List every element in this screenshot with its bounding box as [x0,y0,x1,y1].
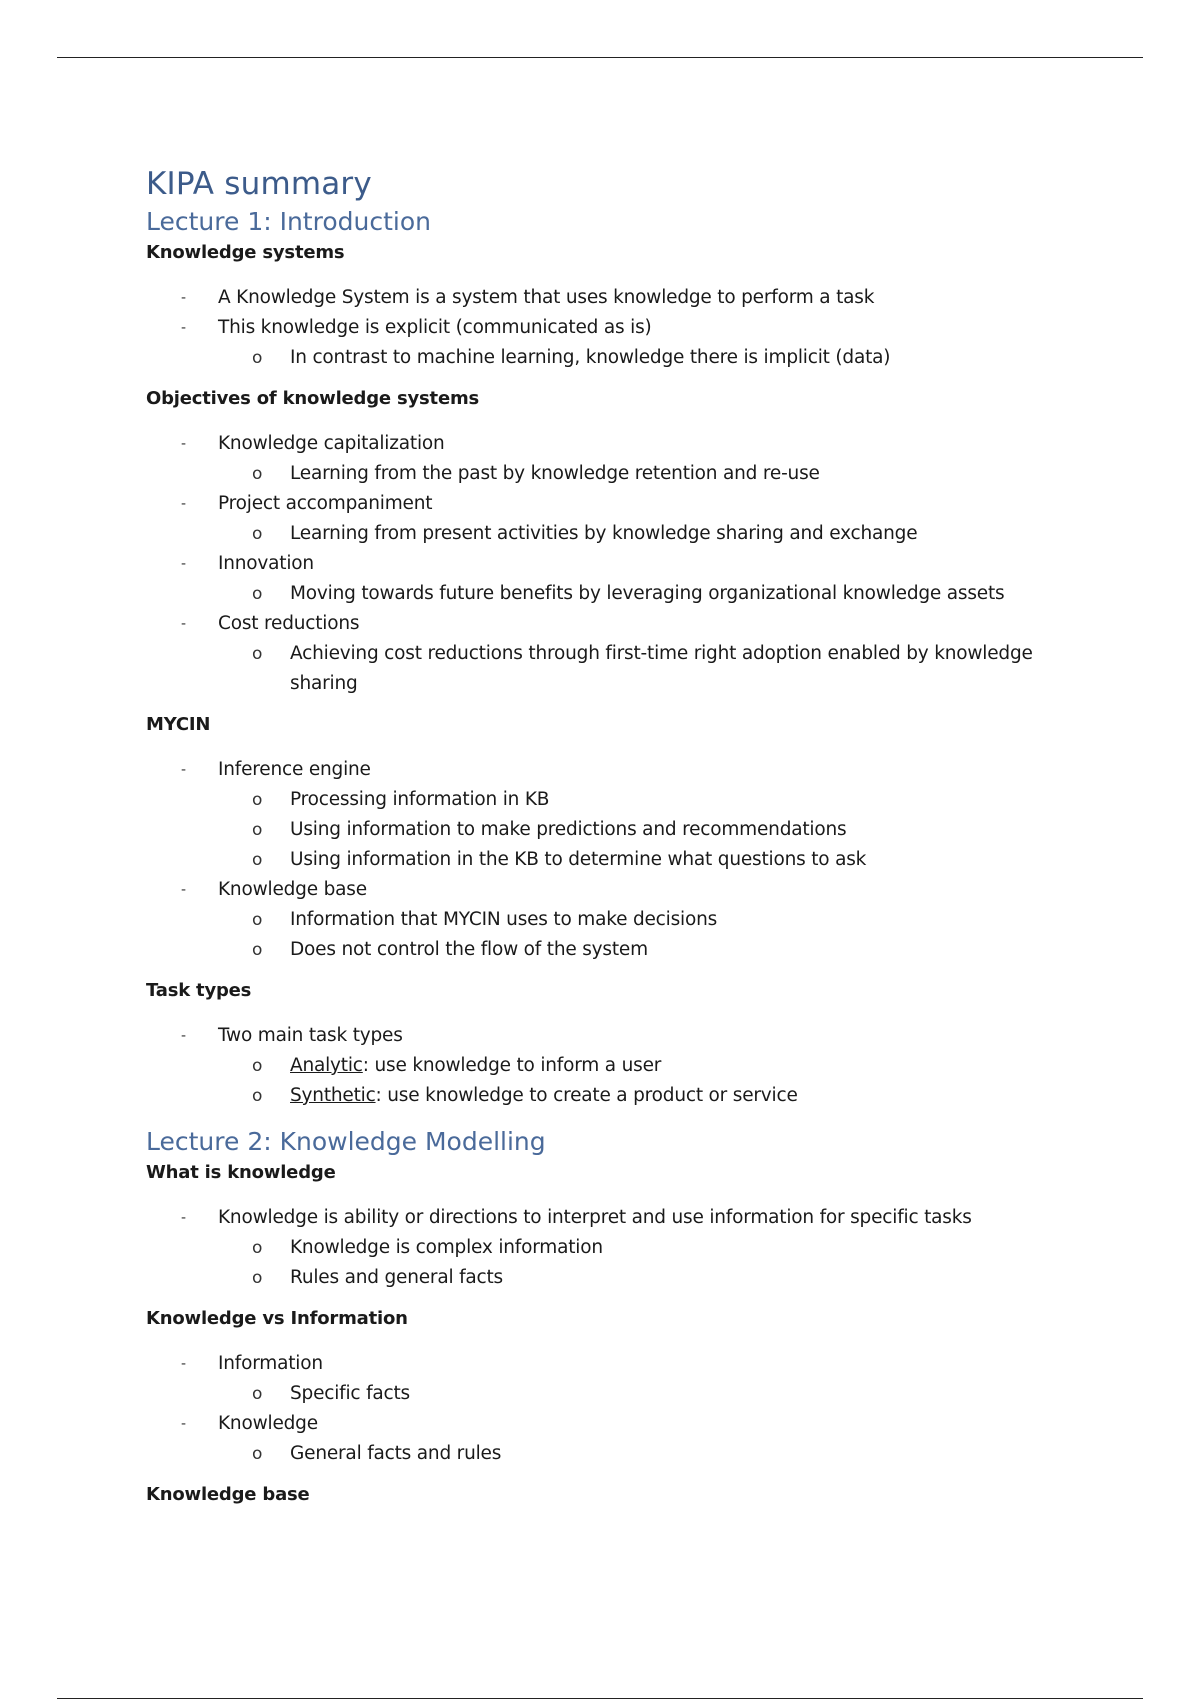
list-item-text: Two main task types [218,1025,403,1046]
sub-list-item-text: In contrast to machine learning, knowledge there is implicit (data) [290,347,891,368]
list-item-text: Knowledge is ability or directions to interpret and use information for specific tasks [218,1207,972,1228]
circle-bullet: o [252,1384,263,1404]
list-item-text: Knowledge [218,1413,318,1434]
dash-bullet: - [181,1028,186,1044]
sub-list-item-text: Using information in the KB to determine what questions to ask [290,849,867,870]
dash-bullet: - [181,1416,186,1432]
sub-list-item-text: Moving towards future benefits by leveraging organizational knowledge assets [290,583,1005,604]
circle-bullet: o [252,820,263,840]
sub-list-item [218,1263,1046,1293]
objectives-list [146,429,1046,699]
list-item-text: Knowledge base [218,879,367,900]
sub-list-item [218,905,1046,935]
circle-bullet: o [252,1444,263,1464]
circle-bullet: o [252,910,263,930]
sub-list-item-text: Knowledge is complex information [290,1237,603,1258]
circle-bullet: o [252,584,263,604]
sub-list-item [218,639,1046,699]
section-mycin: MYCIN [146,714,211,735]
synthetic-term: Synthetic [290,1085,376,1106]
circle-bullet: o [252,644,263,664]
sub-list [218,1051,1046,1111]
what-is-knowledge-list [146,1203,1046,1293]
analytic-definition: : use knowledge to inform a user [362,1055,662,1076]
circle-bullet: o [252,1268,263,1288]
sub-list-item [218,785,1046,815]
sub-list-item [218,845,1046,875]
section-what-is-knowledge: What is knowledge [146,1162,336,1183]
dash-bullet: - [181,1356,186,1372]
knowledge-systems-list [146,283,1046,373]
sub-list-item-text: Learning from present activities by knowledge sharing and exchange [290,523,918,544]
list-item-text: This knowledge is explicit (communicated as is) [218,317,652,338]
knowledge-vs-information-list [146,1349,1046,1469]
section-task-types: Task types [146,980,252,1001]
circle-bullet: o [252,790,263,810]
list-item [146,313,1046,373]
sub-list-item [218,343,1046,373]
sub-list-item-text: Achieving cost reductions through first-time right adoption enabled by knowledge sharing [290,643,1033,694]
sub-list-item-text: General facts and rules [290,1443,502,1464]
sub-list-item-text: Learning from the past by knowledge retention and re-use [290,463,820,484]
dash-bullet: - [181,320,186,336]
dash-bullet: - [181,762,186,778]
list-item-text: Innovation [218,553,314,574]
lecture-2-heading: Lecture 2: Knowledge Modelling [146,1127,546,1156]
sub-list [218,459,1046,489]
synthetic-definition: : use knowledge to create a product or service [375,1085,798,1106]
sub-list-item-text: Processing information in KB [290,789,550,810]
analytic-term: Analytic [290,1055,363,1076]
dash-bullet: - [181,556,186,572]
circle-bullet: o [252,524,263,544]
sub-list-item-text: Information that MYCIN uses to make decisions [290,909,718,930]
sub-list-item [218,1233,1046,1263]
dash-bullet: - [181,290,186,306]
circle-bullet: o [252,464,263,484]
footer-rule [57,1698,1143,1699]
sub-list-item-text: Does not control the flow of the system [290,939,648,960]
sub-list-item-text: Using information to make predictions and recommendations [290,819,847,840]
header-rule [57,57,1143,58]
task-types-list [146,1021,1046,1111]
sub-list [218,639,1046,699]
dash-bullet: - [181,1210,186,1226]
list-item [146,549,1046,609]
sub-list-item-text: Specific facts [290,1383,410,1404]
section-knowledge-base: Knowledge base [146,1484,310,1505]
sub-list [218,519,1046,549]
sub-list-item [218,459,1046,489]
list-item-text: Cost reductions [218,613,360,634]
sub-list-item [218,1081,1046,1111]
sub-list [218,785,1046,875]
list-item [146,609,1046,699]
list-item [146,1021,1046,1111]
mycin-list [146,755,1046,965]
list-item [146,1203,1046,1293]
list-item [146,429,1046,489]
list-item-text: Knowledge capitalization [218,433,445,454]
sub-list-item [218,1379,1046,1409]
sub-list [218,905,1046,965]
dash-bullet: - [181,882,186,898]
sub-list-item [218,1439,1046,1469]
sub-list-item-text: Rules and general facts [290,1267,503,1288]
list-item-text: Project accompaniment [218,493,433,514]
sub-list-item [218,579,1046,609]
list-item [146,1409,1046,1469]
lecture-1-heading: Lecture 1: Introduction [146,207,431,236]
circle-bullet: o [252,1056,263,1076]
list-item [146,755,1046,875]
list-item [146,489,1046,549]
section-knowledge-vs-information: Knowledge vs Information [146,1308,408,1329]
list-item-text: A Knowledge System is a system that uses knowledge to perform a task [218,287,875,308]
document-title: KIPA summary [146,166,372,202]
document-body [146,165,1046,1525]
sub-list [218,579,1046,609]
dash-bullet: - [181,616,186,632]
sub-list-item [218,1051,1046,1081]
circle-bullet: o [252,348,263,368]
circle-bullet: o [252,940,263,960]
circle-bullet: o [252,1238,263,1258]
dash-bullet: - [181,496,186,512]
sub-list [218,1379,1046,1409]
section-knowledge-systems: Knowledge systems [146,242,345,263]
sub-list [218,1233,1046,1293]
circle-bullet: o [252,850,263,870]
section-objectives: Objectives of knowledge systems [146,388,480,409]
sub-list-item [218,935,1046,965]
list-item [146,283,1046,313]
list-item-text: Inference engine [218,759,371,780]
circle-bullet: o [252,1086,263,1106]
sub-list-item [218,519,1046,549]
dash-bullet: - [181,436,186,452]
list-item [146,875,1046,965]
sub-list-item [218,815,1046,845]
list-item [146,1349,1046,1409]
sub-list [218,1439,1046,1469]
list-item-text: Information [218,1353,323,1374]
sub-list [218,343,1046,373]
